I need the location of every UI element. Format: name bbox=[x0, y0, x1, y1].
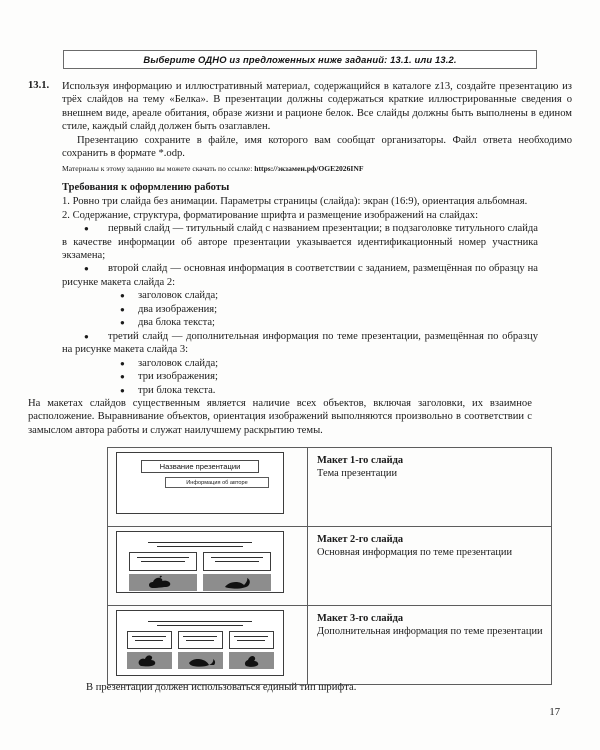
text-line bbox=[237, 640, 265, 641]
squirrel-silhouette-icon bbox=[129, 574, 197, 591]
task-number: 13.1. bbox=[28, 80, 50, 91]
bullet-marker-icon: ● bbox=[84, 224, 89, 234]
bullet-item bbox=[62, 222, 538, 262]
requirement-item-1: 1. Ровно три слайда без анимации. Параметры страницы (слайда): экран (16:9), ориентация альбомная. bbox=[62, 196, 528, 208]
text-line bbox=[186, 640, 214, 641]
text-line bbox=[141, 561, 185, 562]
squirrel-image-placeholder bbox=[178, 652, 223, 669]
bullet-item bbox=[62, 370, 538, 383]
slide2-heading-rule bbox=[148, 542, 252, 543]
squirrel-silhouette-icon bbox=[127, 652, 172, 669]
squirrel-image-placeholder bbox=[229, 652, 274, 669]
squirrel-silhouette-icon bbox=[229, 652, 274, 669]
slide2-heading-rule bbox=[157, 546, 243, 547]
instruction-callout-box bbox=[63, 50, 537, 69]
slide3-heading-rule bbox=[148, 621, 252, 622]
slide-description-cell-1 bbox=[308, 448, 552, 527]
bullet-marker-icon: ● bbox=[120, 385, 125, 395]
slide1-title-placeholder bbox=[141, 460, 259, 473]
slide3-desc-text: Дополнительная информация по теме презентации bbox=[317, 626, 543, 638]
slide3-text-block bbox=[178, 631, 223, 649]
requirements-closing-paragraph: На макетах слайдов существенным является наличие всех объектов, включая заголовки, их взаимное расположение. Выравнивание объектов, ориентация изображений выполняются произвольно в соответствии с замыслом автора работы и служат наилучшему раскрытию темы. bbox=[28, 397, 532, 436]
bullet-text: два блока текста; bbox=[138, 317, 215, 329]
bullet-text: два изображения; bbox=[138, 303, 218, 315]
slide-layout-table bbox=[107, 447, 552, 685]
task-block bbox=[28, 80, 572, 161]
text-line bbox=[132, 636, 166, 637]
squirrel-silhouette-icon bbox=[178, 652, 223, 669]
slide2-desc-text: Основная информация по теме презентации bbox=[317, 547, 513, 559]
slide-mockup-2 bbox=[116, 531, 284, 593]
requirements-bullet-list bbox=[62, 222, 538, 397]
bullet-marker-icon: ● bbox=[120, 318, 125, 328]
materials-note bbox=[28, 163, 572, 174]
bullet-text: три блока текста. bbox=[138, 384, 216, 396]
bullet-marker-icon: ● bbox=[120, 358, 125, 368]
requirements-heading: Требования к оформлению работы bbox=[62, 181, 230, 193]
bullet-marker-icon: ● bbox=[120, 291, 125, 301]
bullet-text: второй слайд — основная информация в соответствии с заданием, размещённая по образцу на рисунке макета слайда 2: bbox=[62, 263, 538, 288]
bullet-text: третий слайд — дополнительная информация по теме презентации, размещённая по образцу на рисунке макета слайда 3: bbox=[62, 330, 538, 356]
instruction-callout-text: Выберите ОДНО из предложенных ниже заданий: 13.1. или 13.2. bbox=[143, 54, 457, 65]
text-line bbox=[135, 640, 163, 641]
task-paragraph-2: Презентацию сохраните в файле, имя которого вам сообщат организаторы. Файл ответа необходимо сохранить в формате *.odp. bbox=[62, 134, 572, 160]
slide3-text-blocks bbox=[123, 631, 277, 649]
bullet-marker-icon: ● bbox=[120, 372, 125, 382]
slide-mockup-3 bbox=[116, 610, 284, 676]
requirement-item-2: 2. Содержание, структура, форматирование шрифта и размещение изображений на слайдах: bbox=[62, 209, 479, 221]
squirrel-silhouette-icon bbox=[203, 574, 271, 591]
slide1-desc-title: Макет 1-го слайда bbox=[317, 455, 404, 466]
page-number: 17 bbox=[549, 707, 560, 718]
slide3-desc-title: Макет 3-го слайда bbox=[317, 613, 404, 624]
slide-mockup-1 bbox=[116, 452, 284, 514]
materials-note-prefix: Материалы к этому заданию вы можете скачать по ссылке: bbox=[62, 163, 255, 173]
bullet-marker-icon: ● bbox=[120, 304, 125, 314]
slide2-text-blocks bbox=[123, 552, 277, 571]
bullet-text: заголовок слайда; bbox=[138, 290, 219, 302]
slide3-text-block bbox=[127, 631, 172, 649]
slide-mockup-cell-1 bbox=[108, 448, 308, 527]
slide2-image-blocks bbox=[123, 574, 277, 591]
slide3-image-blocks bbox=[123, 652, 277, 669]
slide-description-cell-2 bbox=[308, 527, 552, 606]
task-paragraph-1: Используя информацию и иллюстративный материал, содержащийся в каталоге z13, создайте презентацию из трёх слайдов на тему «Белка». В презентации должны содержаться краткие иллюстрированные сведения о внешнем виде, ареале обитания, образе жизни и рационе белок. Все слайды должны быть выполнены в едином стиле, каждый слайд должен быть озаглавлен. bbox=[62, 81, 572, 133]
bullet-item bbox=[62, 357, 538, 370]
bullet-item bbox=[62, 289, 538, 302]
bullet-text: три изображения; bbox=[138, 371, 218, 383]
slide1-desc-text: Тема презентации bbox=[317, 468, 398, 480]
slide2-text-block bbox=[203, 552, 271, 571]
bullet-item bbox=[62, 316, 538, 329]
bullet-item bbox=[62, 384, 538, 397]
text-line bbox=[215, 561, 259, 562]
materials-note-link[interactable]: https://экзамен.рф/OGE2026INF bbox=[254, 163, 364, 173]
slide1-subtitle-placeholder bbox=[165, 477, 269, 488]
slide2-desc-title: Макет 2-го слайда bbox=[317, 534, 404, 545]
squirrel-image-placeholder bbox=[127, 652, 172, 669]
squirrel-image-placeholder bbox=[129, 574, 197, 591]
slide-mockup-cell-2 bbox=[108, 527, 308, 606]
text-line bbox=[211, 557, 263, 558]
bullet-text: первый слайд — титульный слайд с названием презентации; в подзаголовке титульного слайда в качестве информации об авторе презентации указывается идентификационный номер участника экзамена; bbox=[62, 223, 538, 261]
document-body bbox=[28, 80, 572, 437]
slide1-subtitle-text: Информация об авторе bbox=[186, 479, 248, 486]
slide-mockup-cell-3 bbox=[108, 606, 308, 685]
slide3-heading-rule bbox=[157, 625, 243, 626]
squirrel-image-placeholder bbox=[203, 574, 271, 591]
text-line bbox=[183, 636, 217, 637]
text-line bbox=[137, 557, 189, 558]
slide1-title-text: Название презентации bbox=[159, 462, 241, 471]
requirements-block bbox=[62, 195, 538, 397]
table-row bbox=[108, 527, 552, 606]
slide-description-cell-3 bbox=[308, 606, 552, 685]
bullet-item bbox=[62, 303, 538, 316]
font-requirement-note: В презентации должен использоваться единый тип шрифта. bbox=[86, 682, 357, 693]
bullet-text: заголовок слайда; bbox=[138, 357, 219, 369]
table-row bbox=[108, 606, 552, 685]
text-line bbox=[234, 636, 268, 637]
table-row bbox=[108, 448, 552, 527]
bullet-item bbox=[62, 330, 538, 357]
bullet-item bbox=[62, 262, 538, 289]
slide3-text-block bbox=[229, 631, 274, 649]
bullet-marker-icon: ● bbox=[84, 264, 89, 274]
bullet-marker-icon: ● bbox=[84, 331, 89, 341]
slide2-text-block bbox=[129, 552, 197, 571]
